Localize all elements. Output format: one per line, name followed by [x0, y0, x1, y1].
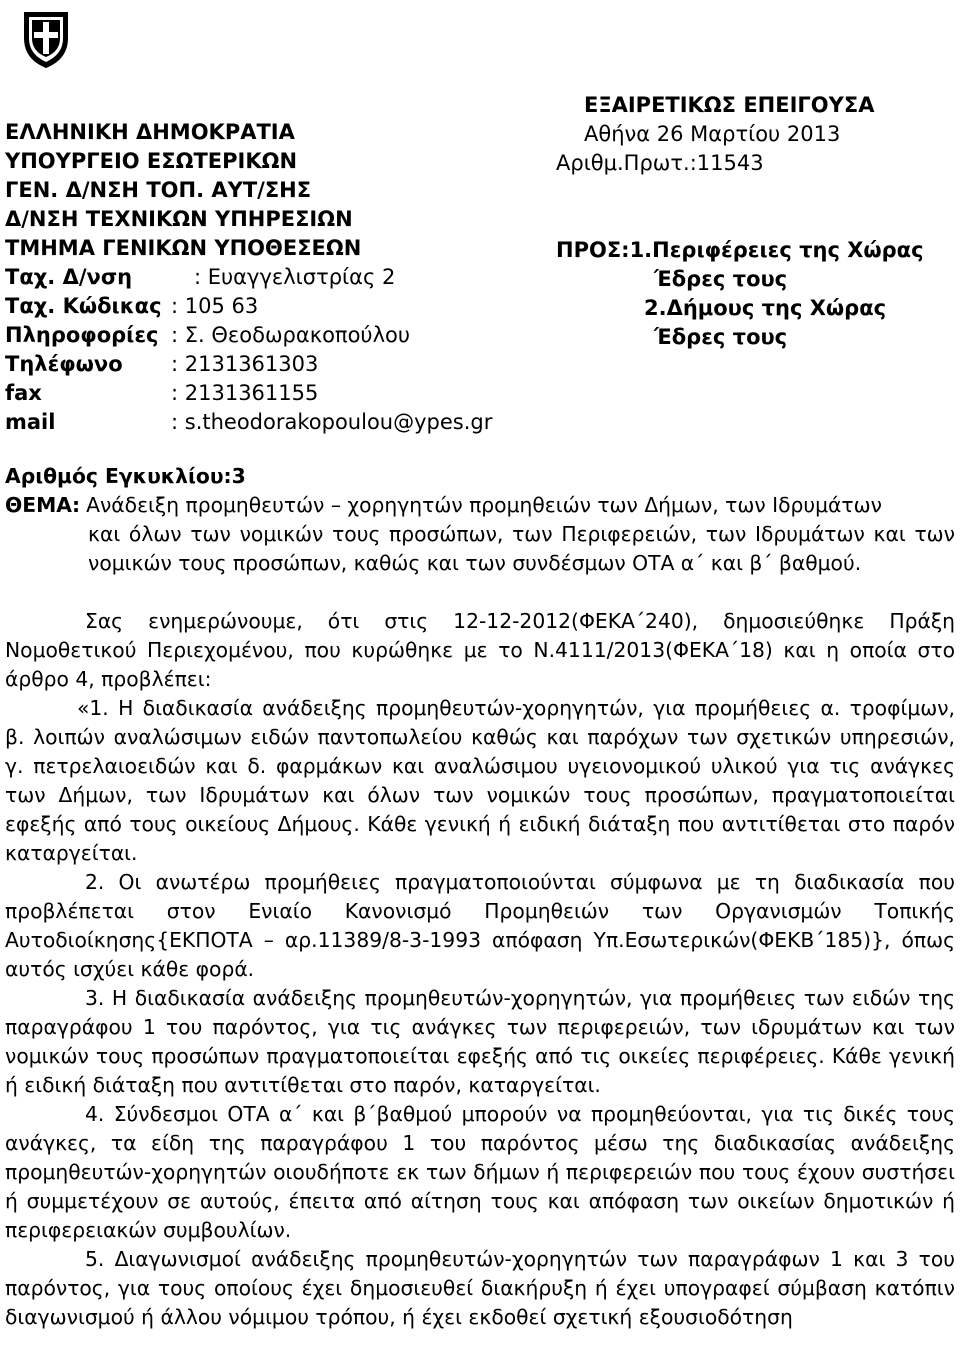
- contact-value: : Ευαγγελιστρίας 2: [194, 265, 396, 289]
- recipient-line-3: 2.Δήμους της Χώρας: [644, 296, 887, 320]
- subject-label: ΘΕΜΑ:: [5, 493, 81, 517]
- protocol-number: Αριθμ.Πρωτ.:11543: [556, 151, 764, 175]
- recipient-line-1: [556, 236, 924, 265]
- urgency-label: ΕΞΑΙΡΕΤΙΚΩΣ ΕΠΕΙΓΟΥΣΑ: [584, 93, 875, 117]
- contact-mail: [5, 408, 492, 437]
- to-label: ΠΡΟΣ:: [556, 238, 630, 262]
- issuer-line-1: ΕΛΛΗΝΙΚΗ ΔΗΜΟΚΡΑΤΙΑ: [5, 120, 295, 144]
- subject-continuation: και όλων των νομικών τους προσώπων, των Περιφερειών, των Ιδρυμάτων και των νομικών τους προσώπων, καθώς και των συνδέσμων ΟΤΑ α΄ και β΄ βαθμού.: [88, 522, 955, 575]
- paragraph-5: 5. Διαγωνισμοί ανάδειξης προμηθευτών-χορηγητών των παραγράφων 1 και 3 του παρόντος, για τους οποίους έχει δημοσιευθεί διακήρυξη ή έχει υπογραφεί σύμβαση κατόπιν διαγωνισμού ή άλλου νόμιμου τρόπου, ή έχει εκδοθεί σχετική εξουσιοδότηση: [5, 1247, 955, 1329]
- contact-value: : 105 63: [171, 294, 259, 318]
- paragraph-intro: Σας ενημερώνουμε, ότι στις 12-12-2012(ΦΕΚΑ΄240), δημοσιεύθηκε Πράξη Νομοθετικού Περιεχομένου, που κυρώθηκε με το Ν.4111/2013(ΦΕΚΑ΄18) και η οποία στο άρθρο 4, προβλέπει:: [5, 609, 955, 691]
- recipient-line-4: Έδρες τους: [654, 325, 788, 349]
- recipients-block: [556, 236, 924, 352]
- contact-value: : 2131361303: [171, 352, 319, 376]
- recipient-line-2: Έδρες τους: [654, 267, 788, 291]
- greek-emblem-icon: [20, 8, 72, 70]
- document-body: [5, 462, 955, 1332]
- contact-label: fax: [5, 381, 42, 405]
- contact-value: : Σ. Θεοδωρακοπούλου: [171, 323, 410, 347]
- issuer-line-5: ΤΜΗΜΑ ΓΕΝΙΚΩΝ ΥΠΟΘΕΣΕΩΝ: [5, 236, 362, 260]
- contact-label: Πληροφορίες: [5, 323, 159, 347]
- paragraph-4: 4. Σύνδεσμοι ΟΤΑ α΄ και β΄βαθμού μπορούν να προμηθεύονται, για τις δικές τους ανάγκες, τα είδη της παραγράφου 1 του παρόντος μέσω της διαδικασίας ανάδειξης προμηθευτών-χορηγητών οιουδήποτε εκ των δήμων ή περιφερειών που τους έχουν συστήσει ή συμμετέχουν σε αυτούς, έπειτα από αίτηση τους και απόφαση των οικείων δημοτικών ή περιφερειακών συμβουλίων.: [5, 1102, 955, 1242]
- subject-text: Ανάδειξη προμηθευτών – χορηγητών προμηθειών των Δήμων, των Ιδρυμάτων: [86, 493, 882, 517]
- circular-number: Αριθμός Εγκυκλίου:3: [5, 464, 246, 488]
- contact-label: Ταχ. Κώδικας: [5, 294, 162, 318]
- contact-label: Ταχ. Δ/νση: [5, 265, 133, 289]
- issuer-line-2: ΥΠΟΥΡΓΕΙΟ ΕΣΩΤΕΡΙΚΩΝ: [5, 149, 298, 173]
- contact-postcode: [5, 292, 492, 321]
- contact-value: : 2131361155: [171, 381, 319, 405]
- contact-phone: [5, 350, 492, 379]
- contact-email: : s.theodorakopoulou@ypes.gr: [171, 410, 493, 434]
- contact-fax: [5, 379, 492, 408]
- document-meta: [556, 91, 874, 178]
- issuer-line-3: ΓΕΝ. Δ/ΝΣΗ ΤΟΠ. ΑΥΤ/ΣΗΣ: [5, 178, 312, 202]
- paragraph-2: 2. Οι ανωτέρω προμήθειες πραγματοποιούνται σύμφωνα με τη διαδικασία που προβλέπεται στον Ενιαίο Κανονισμό Προμηθειών των Οργανισμών Τοπικής Αυτοδιοίκησης{ΕΚΠΟΤΑ – αρ.11389/8-3-1993 απόφαση Υπ.Εσωτερικών(ΦΕΚΒ΄185)}, όπως αυτός ισχύει κάθε φορά.: [5, 870, 955, 981]
- document-date: Αθήνα 26 Μαρτίου 2013: [584, 122, 841, 146]
- contact-info: [5, 321, 492, 350]
- issuer-line-4: Δ/ΝΣΗ ΤΕΧΝΙΚΩΝ ΥΠΗΡΕΣΙΩΝ: [5, 207, 353, 231]
- paragraph-3: 3. Η διαδικασία ανάδειξης προμηθευτών-χορηγητών, για προμήθειες των ειδών της παραγράφου 1 του παρόντος, για τις ανάγκες των περιφερειών, των ιδρυμάτων και των νομικών τους προσώπων πραγματοποιείται εφεξής από τις οικείες περιφέρειες. Κάθε γενική ή ειδική διάταξη που αντιτίθεται στο παρόν, καταργείται.: [5, 986, 955, 1097]
- subject-line: [5, 491, 955, 520]
- contact-label: Τηλέφωνο: [5, 352, 123, 376]
- paragraph-1: «1. Η διαδικασία ανάδειξης προμηθευτών-χορηγητών, για προμήθειες α. τροφίμων, β. λοιπών αναλώσιμων ειδών παντοπωλείου καθώς και παρόχων των σχετικών υπηρεσιών, γ. πετρελαιοειδών και δ. φαρμάκων και αναλώσιμου υγειονομικού υλικού για τις ανάγκες των Δήμων, των Ιδρυμάτων και όλων των νομικών τους προσώπων, πραγματοποιείται εφεξής από τους οικείους Δήμους. Κάθε γενική ή ειδική διάταξη που αντιτίθεται στο παρόν καταργείται.: [5, 696, 955, 865]
- recipient-regions: 1.Περιφέρειες της Χώρας: [629, 238, 924, 262]
- issuer-block: [5, 118, 492, 437]
- contact-address: [5, 263, 492, 292]
- contact-label: mail: [5, 410, 56, 434]
